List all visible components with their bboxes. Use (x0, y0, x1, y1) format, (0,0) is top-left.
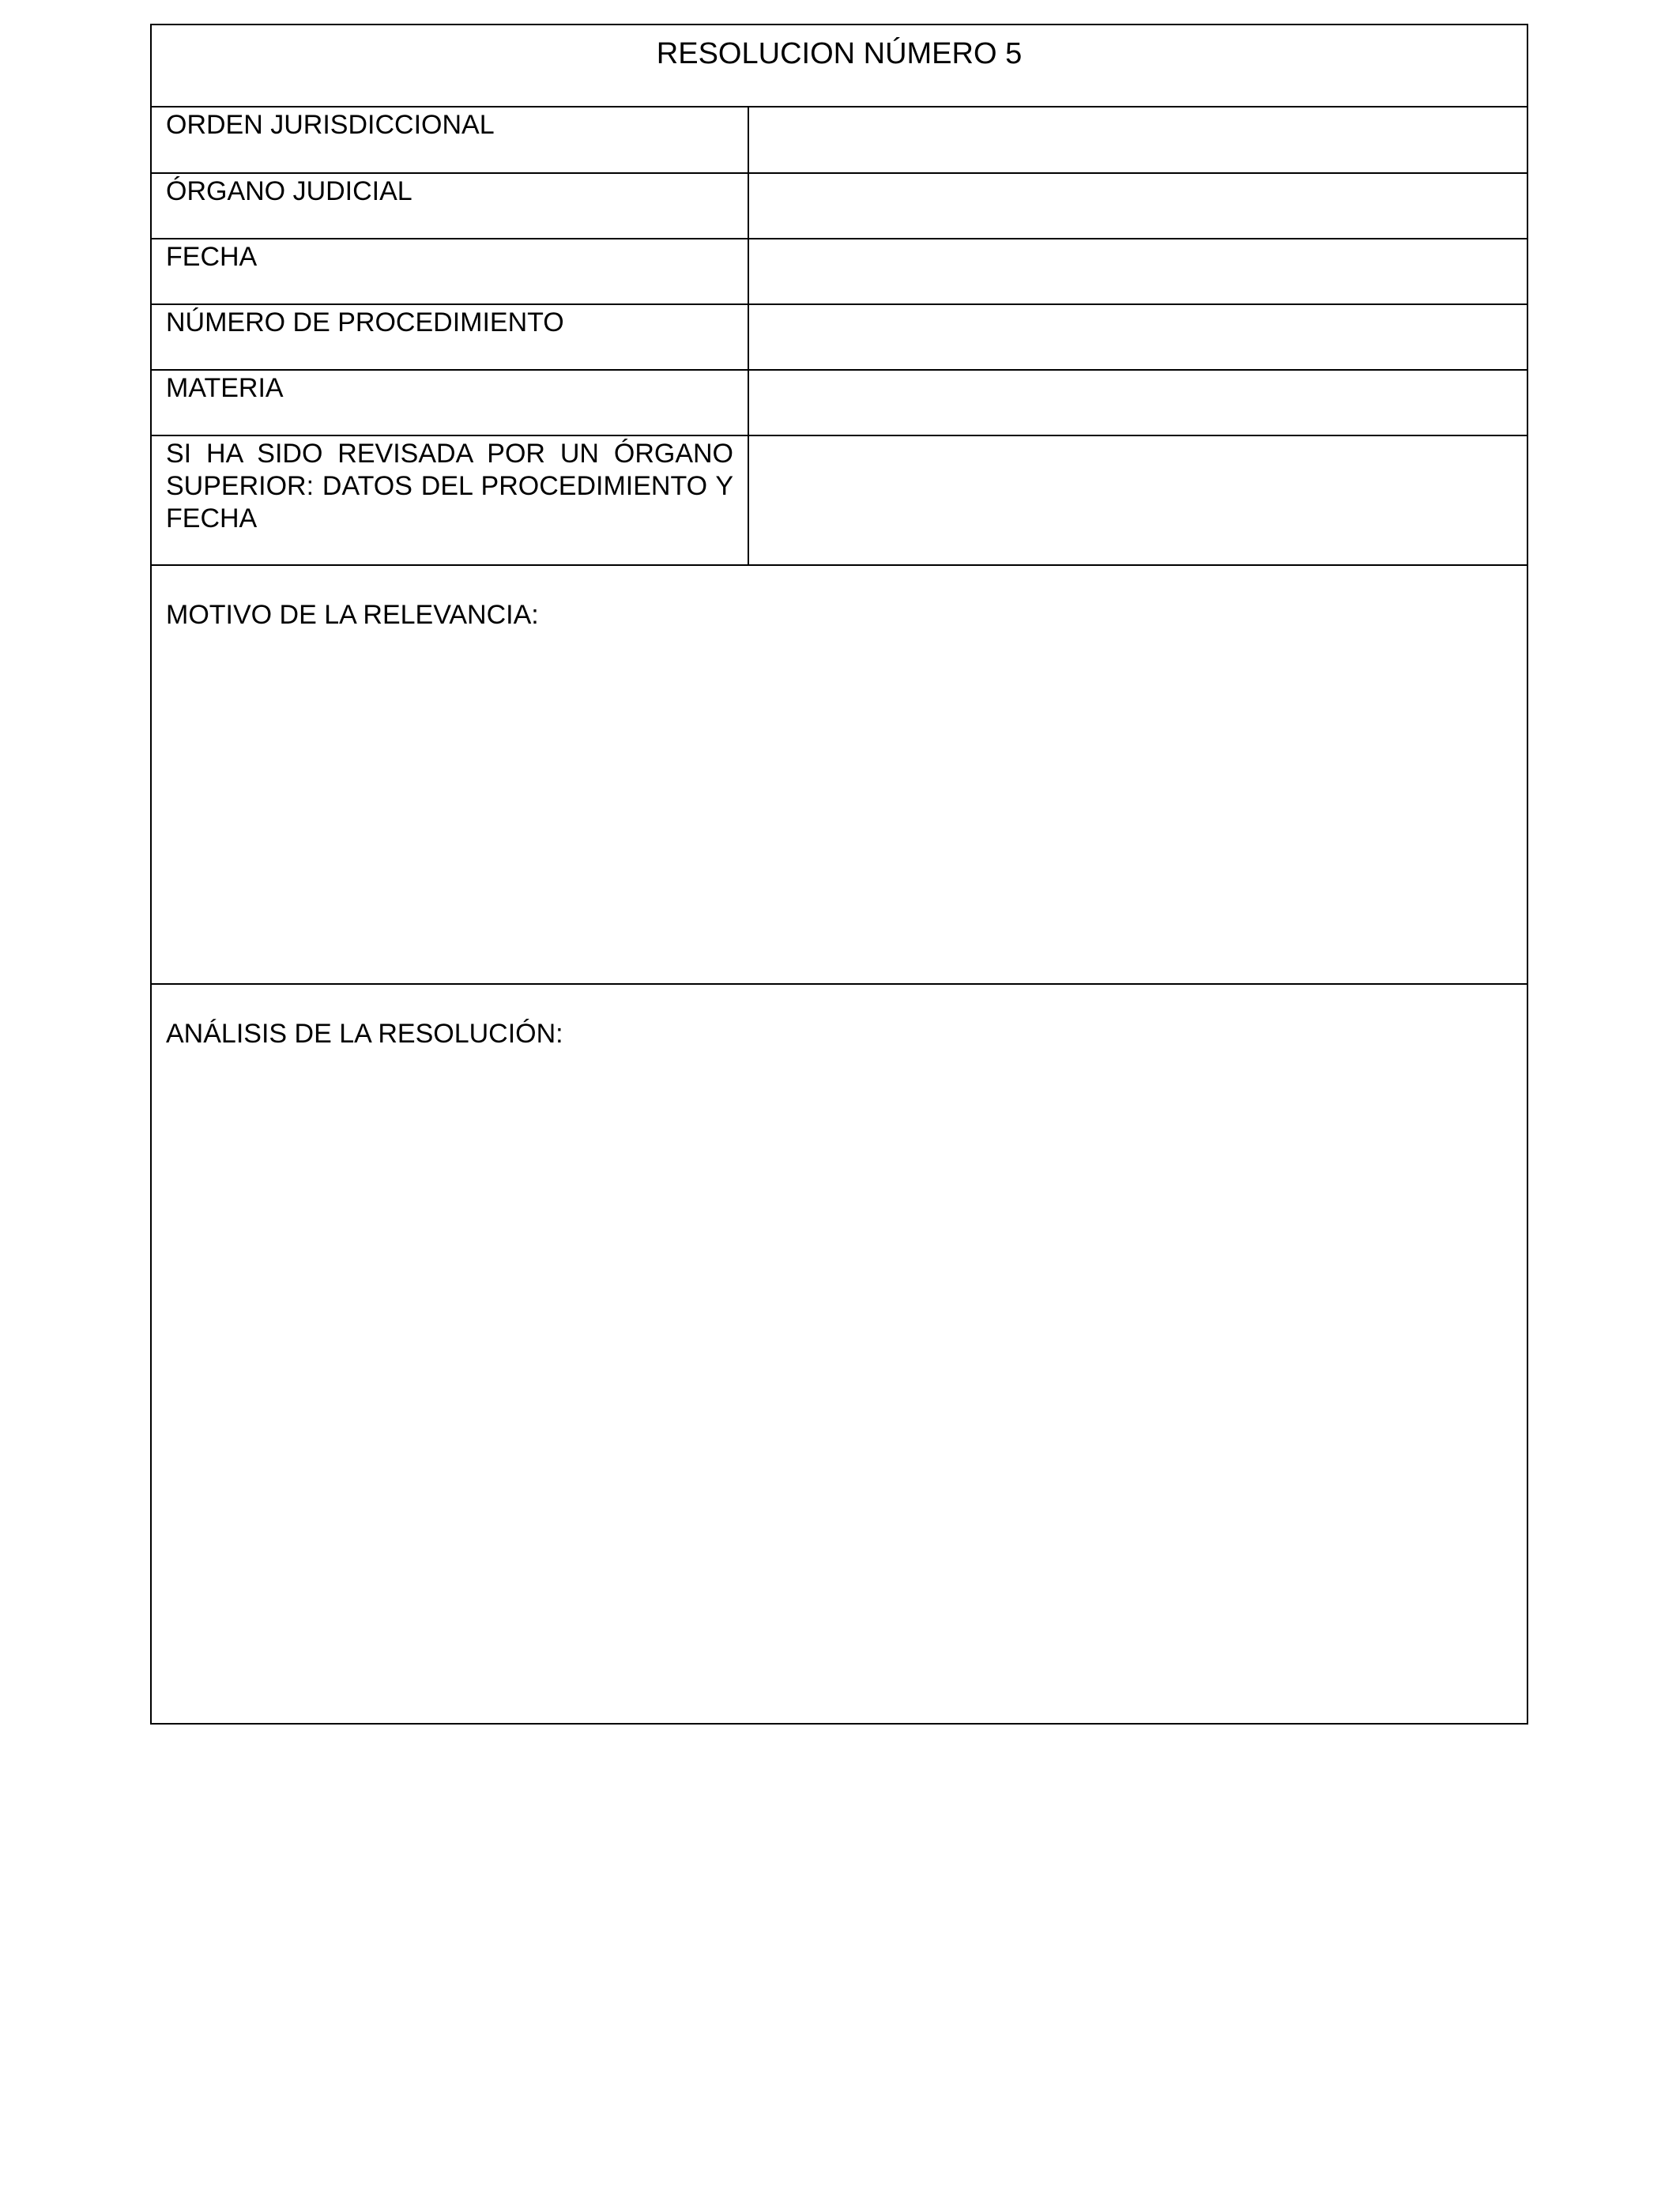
field-value-numero-procedimiento[interactable] (749, 305, 1527, 369)
field-row-fecha (152, 239, 1527, 305)
field-label-revision-superior: SI HA SIDO REVISADA POR UN ÓRGANO SUPERIOR: DATOS DEL PROCEDIMIENTO Y FECHA (166, 439, 733, 533)
analysis-label: ANÁLISIS DE LA RESOLUCIÓN: (166, 1019, 563, 1049)
field-label-cell (152, 305, 749, 369)
field-row-numero-procedimiento (152, 305, 1527, 371)
field-label-orden-jurisdiccional: ORDEN JURISDICCIONAL (166, 110, 495, 140)
field-label-fecha: FECHA (166, 242, 258, 272)
resolution-form-table (150, 24, 1528, 1725)
field-label-cell (152, 371, 749, 435)
field-value-revision-superior[interactable] (749, 436, 1527, 564)
field-label-cell (152, 174, 749, 238)
field-row-materia (152, 371, 1527, 436)
field-row-revision-superior (152, 436, 1527, 566)
field-label-cell (152, 107, 749, 172)
field-value-fecha[interactable] (749, 239, 1527, 303)
field-value-orden-jurisdiccional[interactable] (749, 107, 1527, 172)
form-title: RESOLUCION NÚMERO 5 (656, 37, 1023, 70)
field-label-numero-procedimiento: NÚMERO DE PROCEDIMIENTO (166, 307, 564, 337)
field-row-organo-judicial (152, 174, 1527, 239)
field-row-orden-jurisdiccional (152, 107, 1527, 174)
field-label-organo-judicial: ÓRGANO JUDICIAL (166, 176, 412, 206)
field-label-cell (152, 436, 749, 564)
relevance-section[interactable] (152, 566, 1527, 985)
analysis-section[interactable] (152, 985, 1527, 1723)
relevance-label: MOTIVO DE LA RELEVANCIA: (166, 600, 539, 630)
field-label-materia: MATERIA (166, 373, 284, 403)
form-title-row (152, 25, 1527, 107)
field-value-materia[interactable] (749, 371, 1527, 435)
field-value-organo-judicial[interactable] (749, 174, 1527, 238)
field-label-cell (152, 239, 749, 303)
